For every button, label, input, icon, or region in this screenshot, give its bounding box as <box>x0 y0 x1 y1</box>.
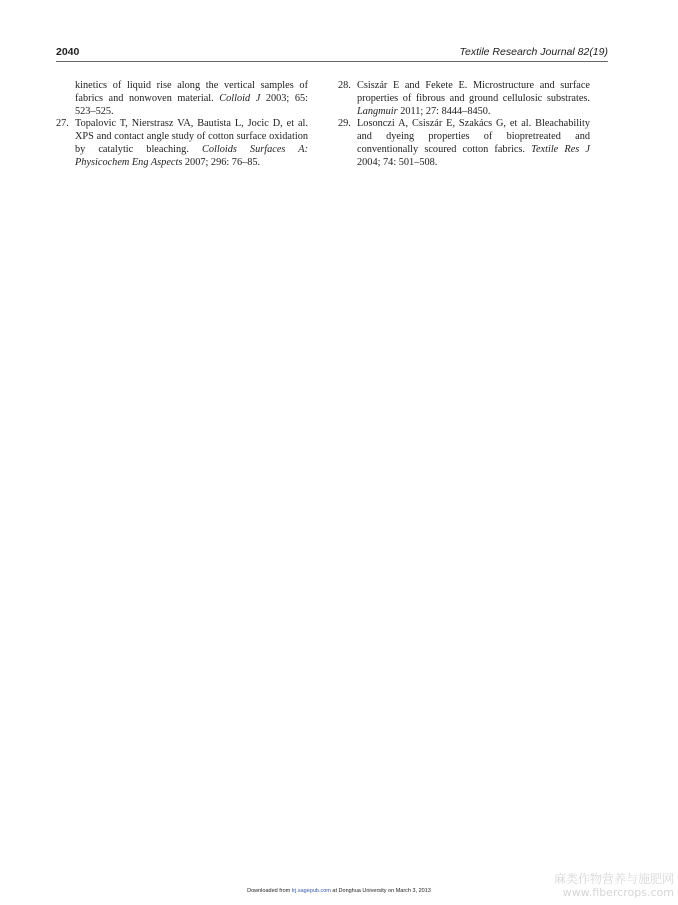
reference-number: 28. <box>338 80 351 91</box>
watermark <box>544 872 674 899</box>
reference-entry <box>56 80 308 118</box>
reference-segment: 2011; 27: 8444–8450. <box>397 105 491 117</box>
reference-text <box>75 80 308 118</box>
reference-number: 27. <box>56 118 69 130</box>
reference-segment: kinetics of liquid rise along the vertical samples of fabrics and nonwoven material. <box>75 80 308 104</box>
journal-title: Textile Research Journal 82(19) <box>459 46 608 58</box>
reference-segment: 2003; 65: 523–525. <box>75 92 308 117</box>
reference-text <box>357 118 590 169</box>
reference-text <box>75 118 308 169</box>
references-left-column <box>56 80 308 170</box>
reference-source: Textile Res J <box>531 143 590 155</box>
reference-source: Langmuir <box>357 105 398 117</box>
reference-entry <box>338 118 590 169</box>
footer-prefix: Downloaded from <box>247 888 292 894</box>
reference-segment: 2007; 296: 76–85. <box>182 156 261 168</box>
reference-number: 29. <box>338 118 351 130</box>
reference-text <box>357 80 590 118</box>
reference-segment: Topalovic T, Nierstrasz VA, Bautista L, Jocic D, et al. XPS and contact angle study of cotton surface oxidation by catalytic bleaching. <box>75 118 308 155</box>
reference-source: Colloid J <box>219 92 261 104</box>
watermark-line-1: 麻类作物营养与施肥网 <box>553 872 674 886</box>
reference-segment: 2004; 74: 501–508. <box>357 156 438 168</box>
reference-source: Colloids Surfaces A: Physicochem Eng Aspects <box>75 143 308 168</box>
reference-segment: Csiszár E and Fekete E. Microstructure and surface properties of fibrous and ground cellulosic substrates. <box>357 80 590 104</box>
reference-segment: Losonczi A, Csiszár E, Szakács G, et al. Bleachability and dyeing properties of biopretreated and conventionally scoured cotton fabrics. <box>357 118 590 155</box>
reference-entry <box>56 118 308 169</box>
references-right-column <box>338 80 590 170</box>
footer-link[interactable]: trj.sagepub.com <box>291 888 331 894</box>
header-rule <box>56 61 608 62</box>
page-number: 2040 <box>56 46 80 58</box>
reference-entry <box>338 80 590 118</box>
running-header <box>56 46 608 60</box>
watermark-line-2: www.fibercrops.com <box>562 886 674 899</box>
footer-suffix: at Donghua University on March 3, 2013 <box>330 888 431 894</box>
